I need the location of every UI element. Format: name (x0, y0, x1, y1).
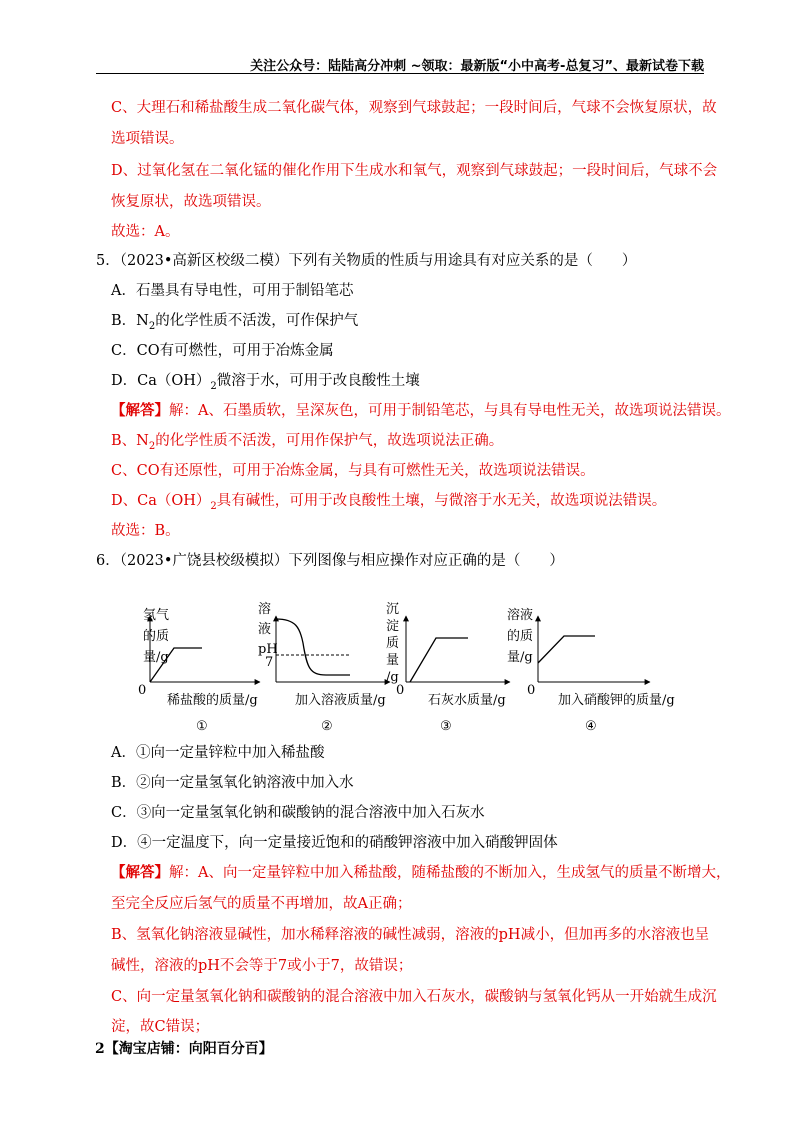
chart-3-number: ③ (440, 719, 452, 734)
chart-4-origin: 0 (527, 683, 536, 698)
prev-answer-c-line1: C、大理石和稀盐酸生成二氧化碳气体，观察到气球鼓起；一段时间后，气球不会恢复原状，故 (111, 100, 717, 116)
chart-4-xlabel: 加入硝酸钾的质量/g (558, 693, 675, 708)
chart-2-ylabel-2: 液 (258, 622, 272, 637)
chart-3-ylabel-1: 沉 (386, 602, 400, 617)
q6-charts (110, 598, 710, 738)
q5-answer-choice: 故选：B。 (111, 523, 180, 539)
chart-3-ylabel-3: 质 (386, 636, 400, 651)
q5-answer-d: D、$Ca(OH)_2$具有碱性，可用于改良酸性土壤，与微溶于水无关，故选项说法错误。 (111, 493, 667, 512)
prev-answer-d-line1: D、过氧化氢在二氧化锰的催化作用下生成水和氧气，观察到气球鼓起；一段时间后，气球不会 (111, 163, 718, 179)
chart-3-origin: 0 (396, 683, 405, 698)
chart-4 (507, 607, 675, 734)
chart-3-xlabel: 石灰水质量/g (428, 693, 506, 708)
chart-2-ylabel-3: pH (258, 642, 278, 657)
chart-1-ylabel-2: 的质 (143, 629, 170, 644)
q6-option-c: C．③向一定量氢氧化钠和碳酸钠的混合溶液中加入石灰水 (111, 805, 485, 821)
q6-option-b: B．②向一定量氢氧化钠溶液中加入水 (111, 775, 354, 791)
prev-answer-d-line2: 恢复原状，故选项错误。 (111, 194, 271, 210)
q6-option-d: D．④一定温度下，向一定量接近饱和的硝酸钾溶液中加入硝酸钾固体 (111, 835, 558, 851)
chart-2-curve (276, 619, 350, 675)
q5-answer-a: 【解答】解：A、石墨质软，呈深灰色，可用于制铅笔芯，与具有导电性无关，故选项说法错误。 (111, 402, 731, 419)
chart-2-number: ② (321, 719, 333, 734)
q6-answer-a-line2: 至完全反应后氢气的质量不再增加，故A正确； (111, 896, 412, 912)
chart-1-origin: 0 (138, 683, 147, 698)
q6-option-a: A．①向一定量锌粒中加入稀盐酸 (111, 745, 325, 761)
chart-1 (138, 608, 260, 734)
q6-answer-b-line1: B、氢氧化钠溶液显碱性，加水稀释溶液的碱性减弱，溶液的pH减小，但加再多的水溶液也呈 (111, 927, 710, 943)
chart-3-ylabel-2: 淀 (386, 619, 400, 634)
chart-4-number: ④ (585, 719, 597, 734)
chart-1-ylabel-3: 量/g (143, 650, 169, 665)
q5-option-d: D．$Ca(OH)_2$微溶于水，可用于改良酸性土壤 (111, 373, 420, 392)
page-header: 关注公众号：陆陆高分冲刺 ~领取：最新版“小中高考-总复习”、最新试卷下载 (250, 59, 704, 74)
q5-option-b: B．$N_2$的化学性质不活泼，可作保护气 (111, 313, 359, 332)
chart-4-ylabel-1: 溶液 (507, 608, 534, 623)
chart-4-curve (538, 636, 595, 663)
chart-1-xlabel: 稀盐酸的质量/g (167, 693, 258, 708)
answer-tag: 【解答】 (111, 864, 169, 881)
prev-answer-choice: 故选：A。 (111, 224, 180, 240)
chart-4-ylabel-2: 的质 (507, 629, 534, 644)
chart-2-ylabel-1: 溶 (258, 602, 272, 617)
header-rule (96, 73, 704, 74)
q5-option-c: C．CO有可燃性，可用于冶炼金属 (111, 343, 334, 359)
chart-3-ylabel-4: 量 (386, 653, 400, 668)
question-5-stem: 5．（2023•高新区校级二模）下列有关物质的性质与用途具有对应关系的是（ ） (96, 253, 637, 269)
q6-answer-c-line1: C、向一定量氢氧化钠和碳酸钠的混合溶液中加入石灰水，碳酸钠与氢氧化钙从一开始就生成沉 (111, 989, 717, 1005)
chart-2-tick-7: 7 (265, 655, 274, 670)
q6-answer-c-line2: 淀，故C错误； (111, 1019, 210, 1035)
q6-answer-a-line1: 【解答】解：A、向一定量锌粒中加入稀盐酸，随稀盐酸的不断加入，生成氢气的质量不断增大， (111, 864, 731, 881)
chart-3 (386, 602, 510, 734)
chart-2 (258, 601, 390, 734)
chart-3-ylabel-5: /g (386, 670, 399, 685)
question-6-stem: 6．（2023•广饶县校级模拟）下列图像与相应操作对应正确的是（ ） (96, 553, 564, 569)
prev-answer-c-line2: 选项错误。 (111, 131, 184, 147)
chart-1-number: ① (196, 719, 208, 734)
chart-1-ylabel-1: 氢气 (143, 608, 170, 623)
q6-answer-b-line2: 碱性，溶液的pH不会等于7或小于7，故错误； (111, 958, 413, 974)
chart-4-ylabel-3: 量/g (507, 650, 533, 665)
page-footer: 2【淘宝店铺：向阳百分百】 (95, 1041, 273, 1057)
chart-2-xlabel: 加入溶液质量/g (295, 693, 386, 708)
q5-answer-b: B、$N_2$的化学性质不活泼，可用作保护气，故选项说法正确。 (111, 433, 504, 452)
answer-tag: 【解答】 (111, 402, 169, 419)
q5-answer-c: C、CO有还原性，可用于冶炼金属，与具有可燃性无关，故选项说法错误。 (111, 463, 595, 479)
chart-3-curve (410, 638, 468, 682)
q5-option-a: A．石墨具有导电性，可用于制铅笔芯 (111, 283, 354, 299)
